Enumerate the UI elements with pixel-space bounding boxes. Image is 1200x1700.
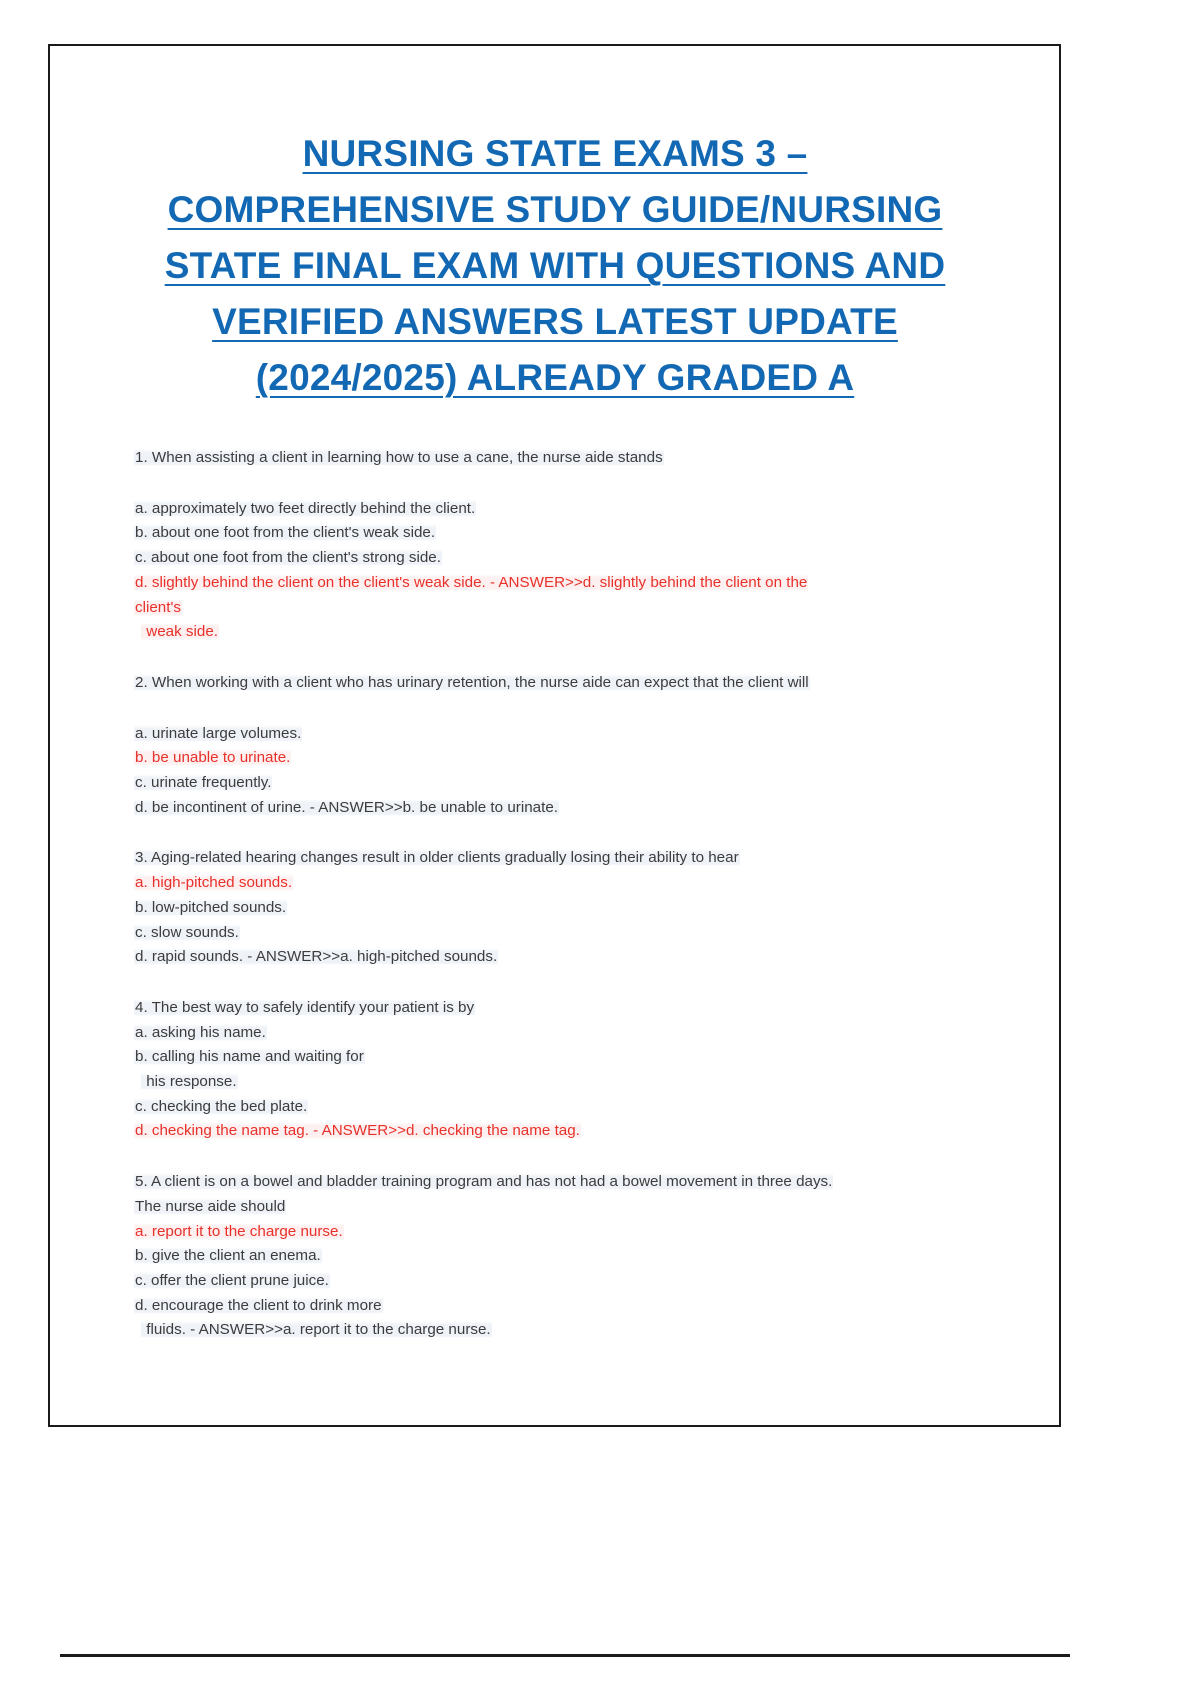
option-text: d. encourage the client to drink more xyxy=(135,1296,382,1314)
option-row xyxy=(134,771,1014,796)
option-text: c. about one foot from the client's strong side. xyxy=(135,549,441,567)
option-text: weak side. xyxy=(142,623,218,641)
title-line-2: COMPREHENSIVE STUDY GUIDE/NURSING xyxy=(167,189,943,230)
option-row xyxy=(134,1045,1014,1070)
question-item xyxy=(134,446,1014,645)
option-text: a. urinate large volumes. xyxy=(135,724,302,742)
option-text: a. high-pitched sounds. xyxy=(135,874,293,892)
option-text: b. be unable to urinate. xyxy=(135,749,291,767)
option-row xyxy=(134,722,1014,747)
option-text: c. checking the bed plate. xyxy=(135,1097,308,1115)
stem-options-gap xyxy=(134,696,1014,722)
option-text: b. give the client an enema. xyxy=(135,1247,321,1265)
option-row xyxy=(134,1070,1014,1095)
option-row xyxy=(134,796,1014,821)
title-line-4: VERIFIED ANSWERS LATEST UPDATE xyxy=(212,301,898,342)
option-text: d. be incontinent of urine. - ANSWER>>b. be unable to urinate. xyxy=(135,798,558,816)
question-stem-text: 3. Aging-related hearing changes result in older clients gradually losing their ability to hear xyxy=(135,849,739,867)
option-text: b. calling his name and waiting for xyxy=(135,1048,364,1066)
option-text: a. asking his name. xyxy=(135,1023,266,1041)
option-text: his response. xyxy=(142,1073,237,1091)
option-row-answer xyxy=(134,620,1014,645)
question-gap xyxy=(134,970,1014,996)
option-row xyxy=(134,896,1014,921)
option-text: d. slightly behind the client on the client's weak side. - ANSWER>>d. slightly behind the client on the xyxy=(135,573,808,591)
option-text: c. slow sounds. xyxy=(135,923,239,941)
option-text: a. approximately two feet directly behind the client. xyxy=(135,499,476,517)
option-row xyxy=(134,921,1014,946)
option-row xyxy=(134,1269,1014,1294)
document-frame xyxy=(48,44,1061,1427)
question-stem-text: 2. When working with a client who has urinary retention, the nurse aide can expect that the client will xyxy=(135,673,809,691)
option-text: c. urinate frequently. xyxy=(135,774,272,792)
option-text: d. rapid sounds. - ANSWER>>a. high-pitched sounds. xyxy=(135,948,498,966)
option-text: fluids. - ANSWER>>a. report it to the charge nurse. xyxy=(142,1321,491,1339)
question-item xyxy=(134,671,1014,821)
question-stem xyxy=(134,671,1014,696)
option-text: b. about one foot from the client's weak side. xyxy=(135,524,436,542)
option-text: a. report it to the charge nurse. xyxy=(135,1222,343,1240)
question-item xyxy=(134,1170,1014,1343)
option-row xyxy=(134,1318,1014,1343)
option-text: b. low-pitched sounds. xyxy=(135,898,287,916)
question-gap xyxy=(134,1144,1014,1170)
option-row xyxy=(134,1244,1014,1269)
option-row-answer xyxy=(134,746,1014,771)
question-stem-text: 1. When assisting a client in learning how to use a cane, the nurse aide stands xyxy=(135,449,663,466)
option-row xyxy=(134,1294,1014,1319)
page-title xyxy=(110,126,1000,406)
bottom-divider-rule xyxy=(60,1654,1070,1657)
option-row xyxy=(134,945,1014,970)
option-row xyxy=(134,1095,1014,1120)
option-row-answer xyxy=(134,1119,1014,1144)
option-row-answer xyxy=(134,596,1014,621)
question-stem xyxy=(134,846,1014,871)
title-line-5: (2024/2025) ALREADY GRADED A xyxy=(255,357,855,398)
option-row-answer xyxy=(134,1220,1014,1245)
option-row xyxy=(134,1021,1014,1046)
option-row xyxy=(134,521,1014,546)
option-row-answer xyxy=(134,571,1014,596)
question-stem xyxy=(134,1170,1014,1195)
question-gap xyxy=(134,820,1014,846)
title-line-1: NURSING STATE EXAMS 3 – xyxy=(302,133,808,174)
option-row xyxy=(134,497,1014,522)
question-item xyxy=(134,846,1014,970)
option-row xyxy=(134,546,1014,571)
option-text: c. offer the client prune juice. xyxy=(135,1271,329,1289)
question-stem-text-line2: The nurse aide should xyxy=(135,1197,286,1215)
question-stem xyxy=(134,446,1014,471)
question-stem xyxy=(134,996,1014,1021)
question-gap xyxy=(134,645,1014,671)
option-text: d. checking the name tag. - ANSWER>>d. checking the name tag. xyxy=(135,1122,580,1140)
question-stem-text: 5. A client is on a bowel and bladder training program and has not had a bowel movement in three days. xyxy=(135,1173,833,1191)
option-row-answer xyxy=(134,871,1014,896)
stem-options-gap xyxy=(134,471,1014,497)
question-stem-text: 4. The best way to safely identify your patient is by xyxy=(135,998,475,1016)
title-line-3: STATE FINAL EXAM WITH QUESTIONS AND xyxy=(164,245,946,286)
question-item xyxy=(134,996,1014,1144)
option-text: client's xyxy=(135,598,181,616)
question-stem-continued xyxy=(134,1195,1014,1220)
question-list xyxy=(134,446,1014,1343)
